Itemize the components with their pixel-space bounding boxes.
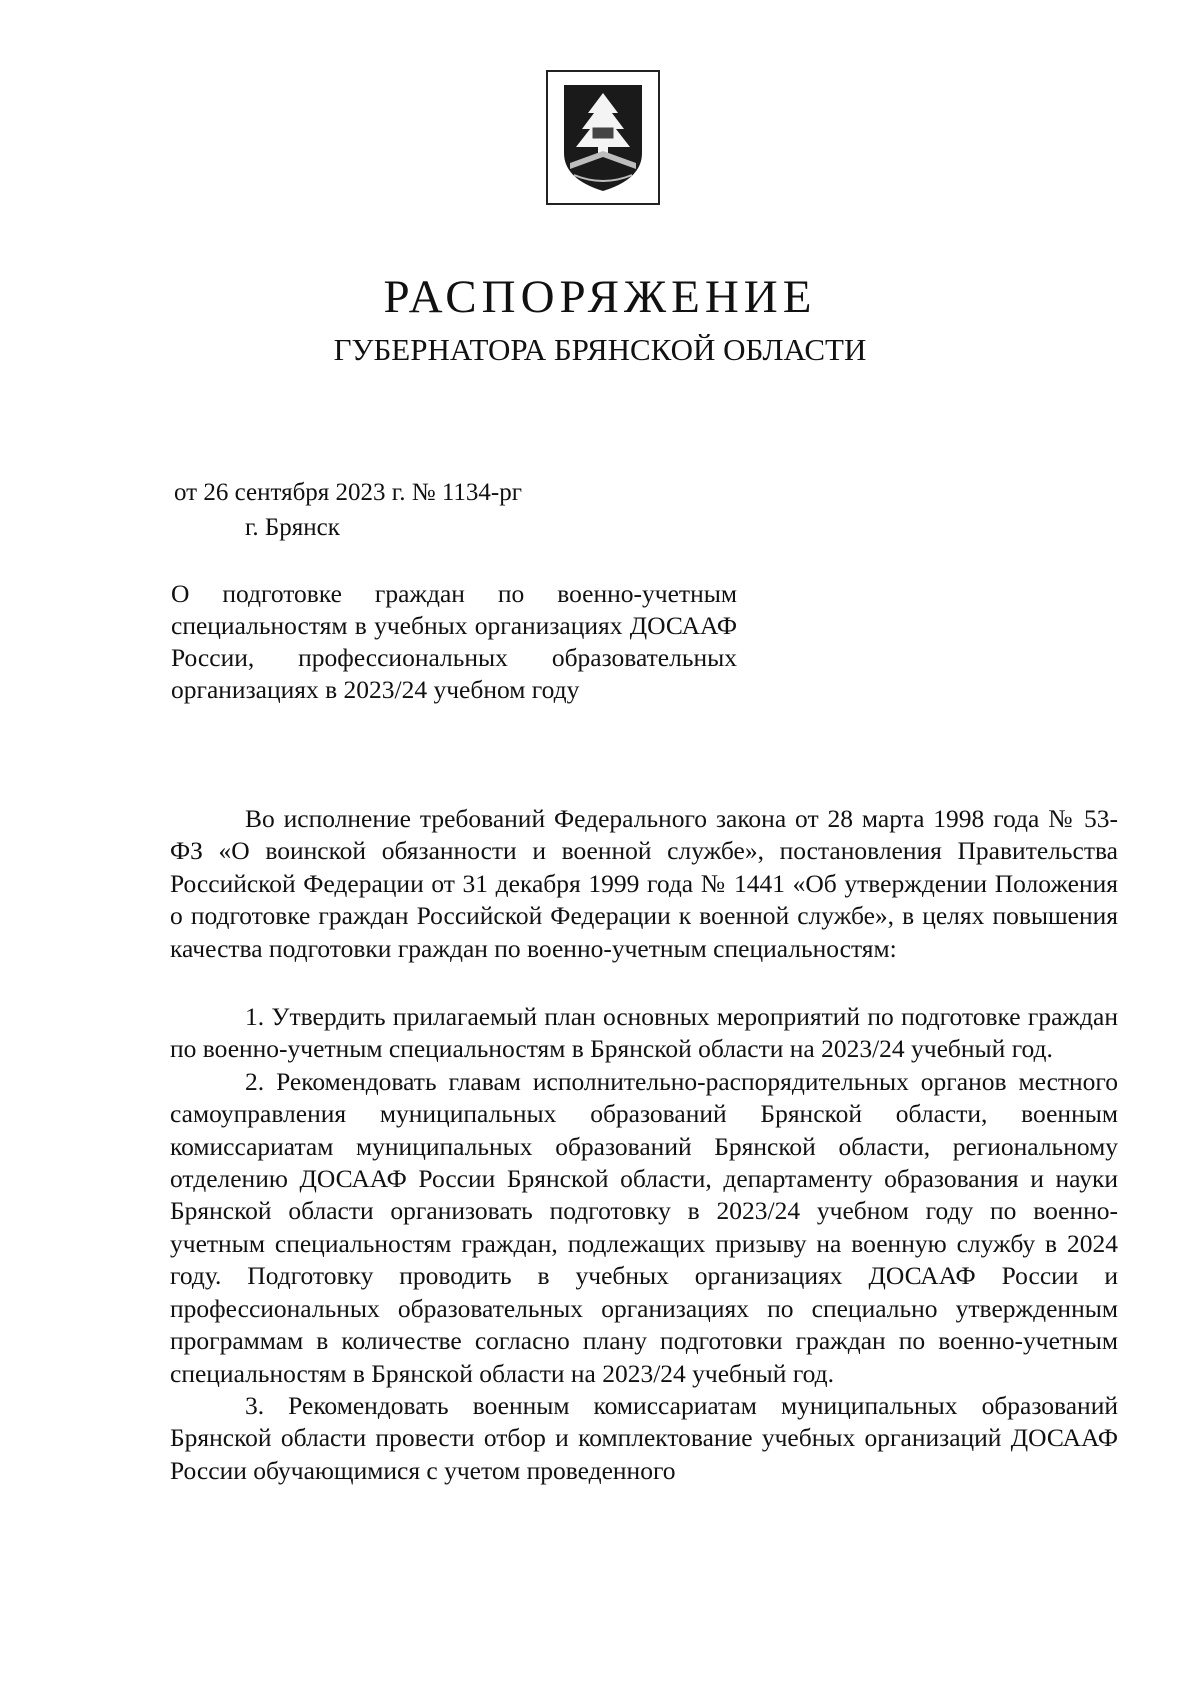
preamble-paragraph: Во исполнение требований Федерального закона от 28 марта 1998 года № 53-ФЗ «О воинской обязанности и военной службе», постановления Правительства Российской Федерации от 31 декабря 1999 года № 1441 «Об утверждении Положения о подготовке граждан Российской Федерации к военной службе», в целях повышения качества подготовки граждан по военно-учетным специальностям: (170, 804, 1118, 963)
document-title: РАСПОРЯЖЕНИЕ (383, 271, 817, 323)
document-body (170, 803, 1118, 1487)
item-1-paragraph: 1. Утвердить прилагаемый план основных мероприятий по подготовке граждан по военно-учетным специальностям в Брянской области на 2023/24 учебный год. (170, 1002, 1118, 1064)
document-issuer: ГУБЕРНАТОРА БРЯНСКОЙ ОБЛАСТИ (333, 332, 867, 367)
item-3-paragraph: 3. Рекомендовать военным комиссариатам муниципальных образований Брянской области провести отбор и комплектование учебных организаций ДОСААФ России обучающимися с учетом проведенного (170, 1390, 1118, 1485)
document-date-number: от 26 сентября 2023 г. № 1134-рг (174, 479, 522, 506)
item-2-paragraph: 2. Рекомендовать главам исполнительно-распорядительных органов местного самоуправления муниципальных образований Брянской области, военным комиссариатам муниципальных образований Брянской области, региональному отделению ДОСААФ России Брянской области, департаменту образования и науки Брянской области организовать подготовку в 2023/24 учебном году по военно-учетным специальностям граждан, подлежащих призыву на военную службу в 2024 году. Подготовку проводить в учебных организациях ДОСААФ России и профессиональных образовательных организациях по специально утвержденным программам в количестве согласно плану подготовки граждан по военно-учетным специальностям в Брянской области на 2023/24 учебный год. (170, 1066, 1118, 1388)
document-subject: О подготовке граждан по военно-учетным специальностям в учебных организациях ДОСААФ России, профессиональных образовательных организациях в 2023/24 учебном году (171, 579, 737, 704)
coat-of-arms-icon (546, 70, 660, 205)
document-city: г. Брянск (245, 514, 340, 541)
